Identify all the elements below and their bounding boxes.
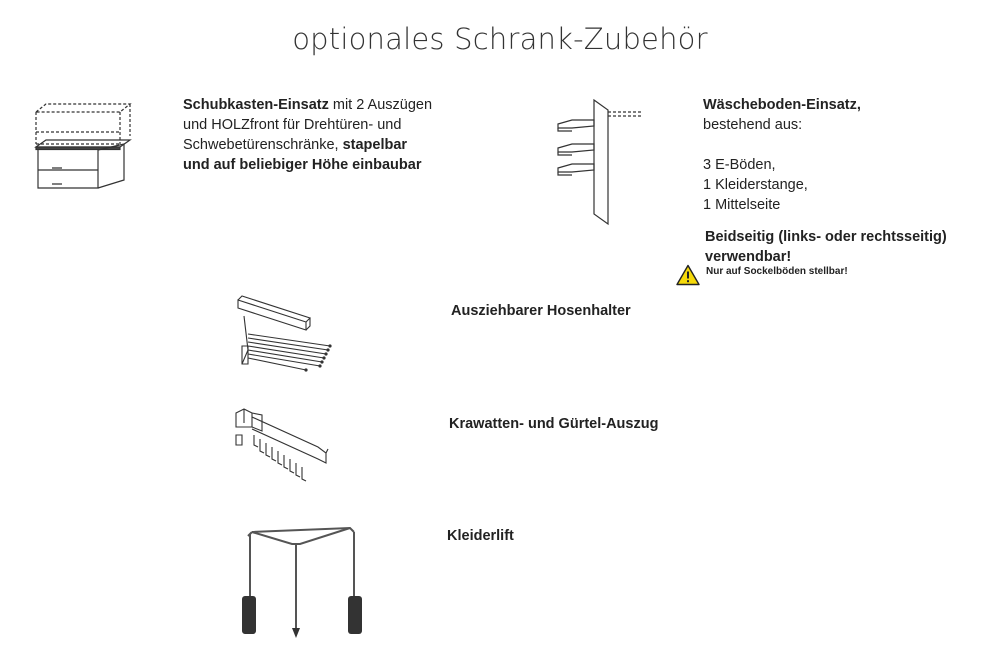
schubkasten-bold2: und auf beliebiger Höhe einbaubar [183, 157, 422, 173]
shelf-insert-icon [552, 96, 652, 228]
waescheboden-bold-line1: Beidseitig (links- oder rechtsseitig) [705, 229, 947, 245]
hosenhalter-name: Ausziehbarer Hosenhalter [451, 303, 631, 319]
waescheboden-list-item: 1 Kleiderstange, [703, 177, 808, 193]
warning-text: Nur auf Sockelböden stellbar! [706, 266, 848, 277]
schubkasten-text1: mit 2 Auszügen [328, 97, 433, 113]
waescheboden-list-item: 1 Mittelseite [703, 197, 781, 213]
schubkasten-text2: und HOLZfront für Drehtüren- und [183, 117, 402, 133]
waescheboden-list-item: 3 E-Böden, [703, 157, 776, 173]
waescheboden-note [705, 227, 985, 267]
warning-triangle-icon [676, 264, 700, 286]
kleiderlift-name: Kleiderlift [447, 528, 514, 544]
waescheboden-name: Wäscheboden-Einsatz, [703, 97, 861, 113]
trouser-rack-icon [230, 294, 340, 376]
krawatten-name: Krawatten- und Gürtel-Auszug [449, 416, 659, 432]
schubkasten-text3: Schwebetürenschränke, [183, 137, 343, 153]
page-title: optionales Schrank-Zubehör [292, 22, 708, 56]
wardrobe-lift-icon [232, 522, 377, 642]
schubkasten-description [183, 95, 473, 175]
schubkasten-bold1: stapelbar [342, 137, 408, 153]
schubkasten-name: Schubkasten-Einsatz [183, 97, 329, 113]
waescheboden-bold-line2: verwendbar! [705, 249, 792, 265]
waescheboden-line2: bestehend aus: [703, 117, 803, 133]
drawer-insert-icon [28, 100, 138, 195]
tie-belt-rack-icon [228, 405, 333, 485]
waescheboden-description [703, 95, 973, 215]
